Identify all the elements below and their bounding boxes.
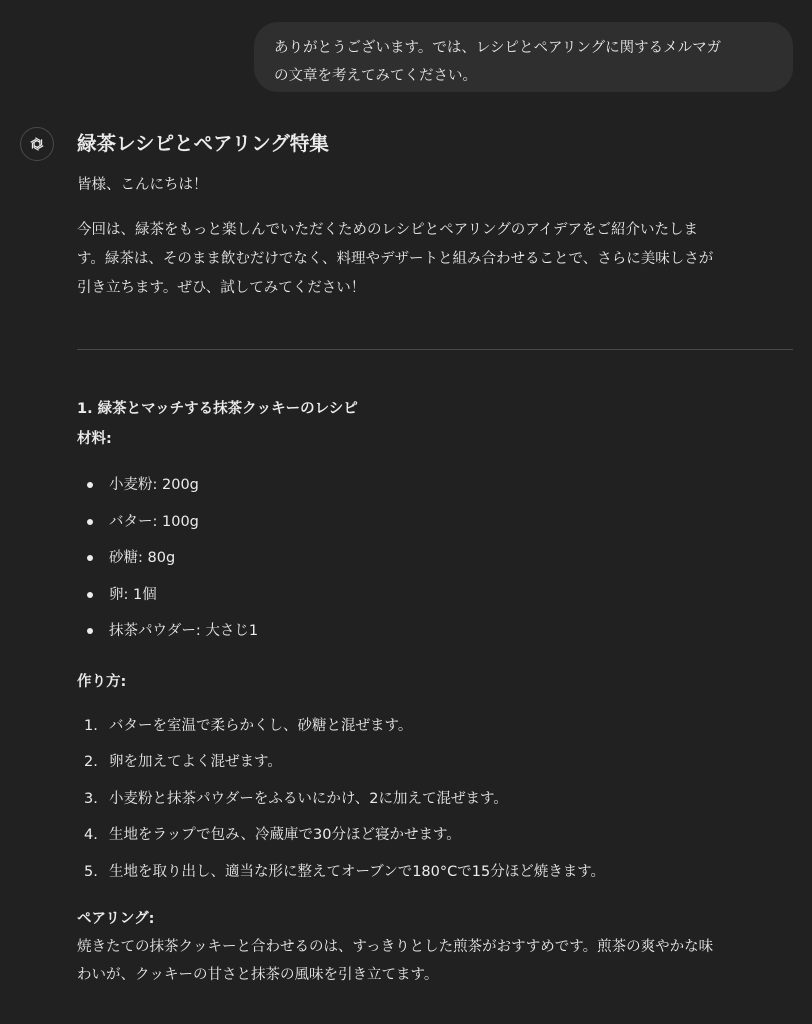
list-item [77, 744, 797, 781]
ingredients-label: 材料: [77, 431, 112, 447]
ingredient-text: 小麦粉: 200g [109, 477, 199, 493]
step-text: 生地を取り出し、適当な形に整えてオーブンで180°Cで15分ほど焼きます。 [109, 863, 606, 880]
list-item [77, 577, 797, 614]
step-number: 2. [84, 754, 98, 770]
recipe-heading: 1. 緑茶とマッチする抹茶クッキーのレシピ [77, 401, 358, 417]
ingredients-list [77, 467, 797, 650]
user-message-bubble: ありがとうございます。では、レシピとペアリングに関するメルマガ の文章を考えてみてください。 [254, 22, 793, 92]
list-item [77, 854, 797, 891]
steps-list [77, 708, 797, 891]
steps-label: 作り方: [77, 673, 127, 690]
ingredient-text: 抹茶パウダー: 大さじ1 [109, 623, 259, 639]
list-item [77, 613, 797, 650]
step-number: 3. [84, 790, 98, 807]
bullet-icon [87, 592, 93, 598]
pairing-paragraph: 焼きたての抹茶クッキーと合わせるのは、すっきりとした煎茶がおすすめです。煎茶の爽やかな味 わいが、クッキーの甘さと抹茶の風味を引き立てます。 [77, 939, 714, 983]
message-title: 緑茶レシピとペアリング特集 [77, 132, 329, 155]
step-text: 小麦粉と抹茶パウダーをふるいにかけ、2に加えて混ぜます。 [109, 790, 508, 807]
ingredient-text: バター: 100g [109, 513, 199, 530]
list-item [77, 467, 797, 504]
openai-logo-icon [27, 134, 47, 154]
step-number: 4. [84, 827, 98, 843]
step-number: 5. [84, 863, 98, 880]
list-item [77, 781, 797, 818]
step-text: 生地をラップで包み、冷蔵庫で30分ほど寝かせます。 [109, 827, 461, 843]
assistant-avatar [20, 127, 54, 161]
divider [77, 349, 793, 350]
list-item [77, 540, 797, 577]
list-item [77, 504, 797, 541]
step-number: 1. [84, 717, 98, 734]
bullet-icon [87, 519, 93, 525]
pairing-label: ペアリング: [77, 911, 155, 927]
greeting-text: 皆様、こんにちは！ [77, 177, 208, 193]
bullet-icon [87, 555, 93, 561]
assistant-message [77, 128, 797, 989]
list-item [77, 817, 797, 854]
step-text: バターを室温で柔らかくし、砂糖と混ぜます。 [109, 717, 413, 734]
list-item [77, 708, 797, 745]
ingredient-text: 砂糖: 80g [109, 550, 176, 566]
step-text: 卵を加えてよく混ぜます。 [109, 754, 282, 770]
ingredient-text: 卵: 1個 [109, 586, 157, 603]
bullet-icon [87, 628, 93, 634]
bullet-icon [87, 482, 93, 488]
intro-paragraph: 今回は、緑茶をもっと楽しんでいただくためのレシピとペアリングのアイデアをご紹介いたしま す。緑茶は、そのまま飲むだけでなく、料理やデザートと組み合わせることで、さらに美味しさが 引き立ちます。ぜひ、試してみてください！ [77, 222, 714, 296]
